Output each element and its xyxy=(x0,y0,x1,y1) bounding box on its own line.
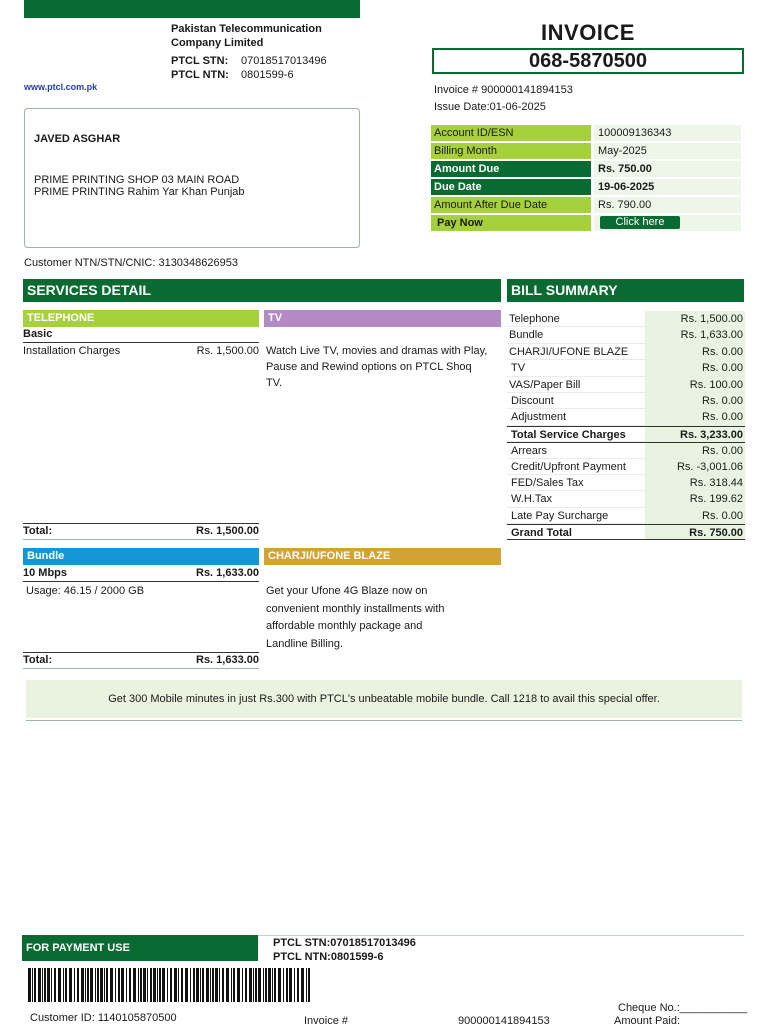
barcode-bar xyxy=(255,968,257,1002)
telephone-total-value: Rs. 1,500.00 xyxy=(196,525,259,537)
summary-label: FED/Sales Tax xyxy=(511,476,584,489)
summary-label: Discount xyxy=(511,394,554,407)
telephone-plan-row xyxy=(23,327,259,342)
summary-row-vas xyxy=(507,377,745,393)
barcode-bar xyxy=(193,968,195,1002)
account-row-billing-month xyxy=(431,143,741,161)
divider xyxy=(23,539,259,540)
barcode-bar xyxy=(306,968,307,1002)
customer-name: JAVED ASGHAR xyxy=(34,133,121,145)
barcode-bar xyxy=(110,968,113,1002)
barcode-bar xyxy=(206,968,209,1002)
barcode-bar xyxy=(212,968,214,1002)
pay-now-label: Pay Now xyxy=(431,215,591,231)
summary-value: Rs. 0.00 xyxy=(645,360,745,375)
payment-customer-id: Customer ID: 1140105870500 xyxy=(30,1012,177,1024)
company-tax-info xyxy=(171,54,327,82)
stn-label: PTCL STN: xyxy=(171,55,229,67)
barcode-bar xyxy=(138,968,139,1002)
barcode-bar xyxy=(42,968,43,1002)
click-here-button[interactable]: Click here xyxy=(600,216,680,229)
summary-row-adjustment xyxy=(507,409,745,425)
barcode-bar xyxy=(121,968,124,1002)
account-row-pay-now xyxy=(431,215,741,233)
barcode-bar xyxy=(297,968,299,1002)
summary-value: Rs. 0.00 xyxy=(645,409,745,424)
barcode-bar xyxy=(81,968,84,1002)
summary-row-tv xyxy=(507,360,745,376)
summary-row-total-service xyxy=(507,426,745,442)
barcode-bar xyxy=(283,968,284,1002)
summary-value: Rs. 750.00 xyxy=(645,525,745,539)
customer-address-line1: PRIME PRINTING SHOP 03 MAIN ROAD xyxy=(34,174,240,186)
barcode-bar xyxy=(34,968,36,1002)
bundle-total-value: Rs. 1,633.00 xyxy=(196,654,259,666)
barcode-bar xyxy=(200,968,201,1002)
invoice-phone-number: 068-5870500 xyxy=(432,48,744,74)
barcode-bar xyxy=(87,968,89,1002)
payment-ntn: PTCL NTN:0801599-6 xyxy=(273,951,384,963)
barcode-bar xyxy=(242,968,243,1002)
summary-row-late-pay xyxy=(507,508,745,524)
barcode-bar xyxy=(147,968,148,1002)
telephone-section xyxy=(23,327,259,359)
barcode-bar xyxy=(51,968,52,1002)
summary-row-fed xyxy=(507,475,745,491)
barcode-bar xyxy=(153,968,156,1002)
barcode-bar xyxy=(133,968,136,1002)
barcode-bar xyxy=(286,968,288,1002)
bundle-usage: Usage: 46.15 / 2000 GB xyxy=(26,585,145,597)
tv-label: TV xyxy=(264,310,501,327)
telephone-total-row xyxy=(23,524,259,539)
summary-row-bundle xyxy=(507,327,745,343)
telephone-item-name: Installation Charges xyxy=(23,345,121,357)
barcode-bar xyxy=(219,968,220,1002)
account-row-label: Amount Due xyxy=(431,161,591,177)
summary-label: W.H.Tax xyxy=(511,493,552,506)
bundle-plan-row xyxy=(23,566,259,581)
barcode-bar xyxy=(58,968,61,1002)
bundle-plan: 10 Mbps xyxy=(23,567,68,579)
barcode-bar xyxy=(28,968,31,1002)
stn-value: 07018517013496 xyxy=(241,55,327,67)
barcode-bar xyxy=(150,968,152,1002)
cheque-number-field: Cheque No.:___________ xyxy=(618,1002,748,1014)
summary-label: Grand Total xyxy=(511,527,572,540)
barcode-bar xyxy=(69,968,72,1002)
account-row-after-due xyxy=(431,197,741,215)
ntn-value: 0801599-6 xyxy=(241,69,294,81)
summary-row-credit xyxy=(507,459,745,475)
barcode-bar xyxy=(190,968,191,1002)
barcode-bar xyxy=(159,968,161,1002)
barcode-bar xyxy=(202,968,204,1002)
bundle-section xyxy=(23,566,259,599)
barcode-bar xyxy=(233,968,235,1002)
summary-row-telephone xyxy=(507,311,745,327)
barcode-bar xyxy=(210,968,211,1002)
account-row-value: Rs. 790.00 xyxy=(594,197,741,213)
barcode-bar xyxy=(278,968,281,1002)
telephone-item-row xyxy=(23,343,259,359)
customer-ntn-cnic: Customer NTN/STN/CNIC: 3130348626953 xyxy=(24,257,238,269)
barcode-bar xyxy=(162,968,165,1002)
account-row-value: Rs. 750.00 xyxy=(594,161,741,177)
account-row-amount-due xyxy=(431,161,741,179)
barcode-bar xyxy=(289,968,292,1002)
company-name-line2: Company Limited xyxy=(171,37,264,49)
barcode-bar xyxy=(143,968,146,1002)
barcode-bar xyxy=(90,968,93,1002)
invoice-number: Invoice # 900000141894153 xyxy=(434,84,573,96)
summary-value: Rs. 0.00 xyxy=(645,508,745,523)
barcode-bar xyxy=(263,968,264,1002)
bundle-plan-value: Rs. 1,633.00 xyxy=(196,567,259,579)
barcode-bar xyxy=(65,968,67,1002)
account-row-value: May-2025 xyxy=(594,143,741,159)
summary-value: Rs. 1,633.00 xyxy=(645,327,745,342)
barcode-bar xyxy=(272,968,273,1002)
barcode-bar xyxy=(258,968,261,1002)
summary-value: Rs. 199.62 xyxy=(645,491,745,506)
barcode-bar xyxy=(38,968,41,1002)
bundle-usage-row xyxy=(23,582,259,599)
summary-label: CHARJI/UFONE BLAZE xyxy=(509,345,629,358)
offer-divider xyxy=(26,720,742,721)
summary-row-charji xyxy=(507,344,745,360)
barcode-bar xyxy=(167,968,168,1002)
barcode-image xyxy=(28,968,312,1002)
telephone-total-label: Total: xyxy=(23,525,53,537)
bundle-total-row xyxy=(23,653,259,668)
barcode-bar xyxy=(106,968,108,1002)
payment-invoice-value: 900000141894153 xyxy=(458,1015,550,1024)
summary-label: Credit/Upfront Payment xyxy=(511,460,626,473)
barcode-bar xyxy=(253,968,254,1002)
divider xyxy=(23,668,259,669)
bundle-label: Bundle xyxy=(23,548,259,565)
telephone-label: TELEPHONE xyxy=(23,310,259,327)
barcode-bar xyxy=(129,968,131,1002)
account-row-label: Billing Month xyxy=(431,143,591,159)
charji-label: CHARJI/UFONE BLAZE xyxy=(264,548,501,565)
bundle-total xyxy=(23,652,259,669)
barcode-bar xyxy=(308,968,310,1002)
summary-row-arrears xyxy=(507,442,745,458)
account-row-due-date xyxy=(431,179,741,197)
telephone-total xyxy=(23,523,259,540)
barcode-bar xyxy=(44,968,46,1002)
summary-label: Bundle xyxy=(509,329,544,342)
offer-banner: Get 300 Mobile minutes in just Rs.300 with PTCL's unbeatable mobile bundle. Call 1218 to avail this special offer. xyxy=(26,680,742,718)
account-row-label: Amount After Due Date xyxy=(431,197,591,213)
barcode-bar xyxy=(32,968,33,1002)
account-row-label: Account ID/ESN xyxy=(431,125,591,141)
summary-label: Telephone xyxy=(509,313,560,325)
summary-value: Rs. 1,500.00 xyxy=(645,311,745,326)
pay-now-cell xyxy=(594,215,741,231)
telephone-plan: Basic xyxy=(23,328,53,340)
summary-value: Rs. 3,233.00 xyxy=(645,427,745,441)
summary-label: Late Pay Surcharge xyxy=(511,509,609,522)
summary-label: TV xyxy=(511,362,526,375)
barcode-bar xyxy=(181,968,183,1002)
ntn-label: PTCL NTN: xyxy=(171,69,229,81)
barcode-bar xyxy=(222,968,224,1002)
charji-description: Get your Ufone 4G Blaze now on convenient monthly installments with affordable monthly package and Landline Billing. xyxy=(266,585,445,650)
barcode-bar xyxy=(174,968,177,1002)
barcode-bar xyxy=(226,968,229,1002)
payment-invoice-label: Invoice # xyxy=(304,1015,349,1024)
account-row-label: Due Date xyxy=(431,179,591,195)
barcode-bar xyxy=(249,968,252,1002)
summary-row-wht xyxy=(507,491,745,507)
barcode-bar xyxy=(196,968,199,1002)
summary-value: Rs. -3,001.06 xyxy=(645,459,745,474)
summary-value: Rs. 0.00 xyxy=(645,393,745,408)
barcode-bar xyxy=(74,968,75,1002)
payment-stn: PTCL STN:07018517013496 xyxy=(273,937,416,949)
summary-label: Adjustment xyxy=(511,411,567,424)
summary-label: Arrears xyxy=(511,445,548,458)
company-name xyxy=(171,22,361,50)
account-row-value: 19-06-2025 xyxy=(594,179,741,195)
barcode-bar xyxy=(237,968,240,1002)
website-link[interactable]: www.ptcl.com.pk xyxy=(24,82,98,92)
invoice-meta xyxy=(434,82,573,116)
barcode-bar xyxy=(157,968,158,1002)
summary-value: Rs. 100.00 xyxy=(645,377,745,392)
barcode-bar xyxy=(118,968,120,1002)
issue-date: Issue Date:01-06-2025 xyxy=(434,101,546,113)
barcode-bar xyxy=(47,968,50,1002)
account-row-value: 100009136343 xyxy=(594,125,741,141)
services-detail-header: SERVICES DETAIL xyxy=(23,279,501,302)
barcode-bar xyxy=(140,968,142,1002)
barcode-bar xyxy=(185,968,188,1002)
barcode-bar xyxy=(231,968,232,1002)
summary-value: Rs. 318.44 xyxy=(645,475,745,490)
summary-label: Total Service Charges xyxy=(511,428,626,441)
barcode-bar xyxy=(104,968,105,1002)
summary-value: Rs. 0.00 xyxy=(645,443,745,457)
company-name-line1: Pakistan Telecommunication xyxy=(171,23,322,35)
barcode-bar xyxy=(77,968,79,1002)
barcode-bar xyxy=(215,968,218,1002)
barcode-bar xyxy=(265,968,267,1002)
amount-paid-field: Amount Paid: xyxy=(614,1015,681,1024)
summary-row-discount xyxy=(507,393,745,409)
tv-description: Watch Live TV, movies and dramas with Play, Pause and Rewind options on PTCL Shoq TV. xyxy=(266,345,488,389)
barcode-bar xyxy=(85,968,86,1002)
top-brand-bar xyxy=(24,0,360,18)
payment-use-header: FOR PAYMENT USE xyxy=(22,935,258,961)
barcode-bar xyxy=(97,968,99,1002)
barcode-bar xyxy=(301,968,304,1002)
summary-row-grand-total xyxy=(507,524,745,540)
barcode-bar xyxy=(115,968,116,1002)
bill-summary-header: BILL SUMMARY xyxy=(507,279,744,302)
barcode-bar xyxy=(268,968,271,1002)
barcode-bar xyxy=(100,968,103,1002)
barcode-bar xyxy=(170,968,172,1002)
customer-address-line2: PRIME PRINTING Rahim Yar Khan Punjab xyxy=(34,186,245,198)
barcode-bar xyxy=(245,968,247,1002)
invoice-title: INVOICE xyxy=(541,20,635,45)
barcode-bar xyxy=(63,968,64,1002)
summary-value: Rs. 0.00 xyxy=(645,344,745,359)
bundle-total-label: Total: xyxy=(23,654,53,666)
account-summary-table xyxy=(431,125,741,233)
barcode-bar xyxy=(294,968,295,1002)
barcode-bar xyxy=(95,968,96,1002)
account-row-id xyxy=(431,125,741,143)
barcode-bar xyxy=(274,968,276,1002)
barcode-bar xyxy=(178,968,179,1002)
telephone-item-value: Rs. 1,500.00 xyxy=(196,345,259,357)
bill-summary-table xyxy=(507,311,745,540)
barcode-bar xyxy=(126,968,127,1002)
summary-label: VAS/Paper Bill xyxy=(509,378,581,391)
barcode-bar xyxy=(54,968,56,1002)
payment-tax-info xyxy=(273,936,416,964)
